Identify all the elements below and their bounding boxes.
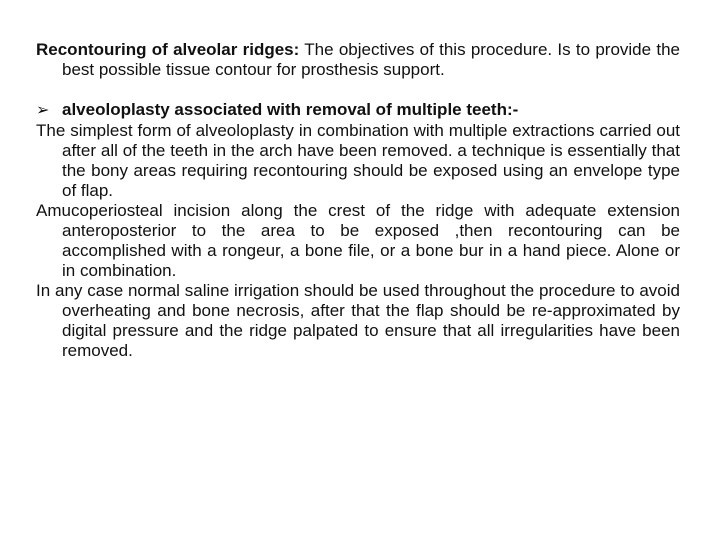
intro-heading: Recontouring of alveolar ridges: (36, 40, 300, 59)
intro-text: The objectives of this procedure. Is to provide the best possible tissue contour for prosthesis support. (62, 40, 680, 79)
bullet-heading (36, 100, 680, 121)
body-paragraph-1: The simplest form of alveoloplasty in combination with multiple extractions carried out after all of the teeth in the arch have been removed. a technique is essentially that the bony areas requiring recontouring should be exposed using an envelope type of flap. (36, 121, 680, 200)
slide-content (36, 40, 680, 361)
intro-paragraph (36, 40, 680, 80)
body-paragraph-3: In any case normal saline irrigation should be used throughout the procedure to avoid overheating and bone necrosis, after that the flap should be re-approximated by digital pressure and the ridge palpated to ensure that all irregularities have been removed. (36, 281, 680, 360)
body-paragraph-2: Amucoperiosteal incision along the crest of the ridge with adequate extension anteroposterior to the area to be exposed ,then recontouring can be accomplished with a rongeur, a bone file, or a bone bur in a hand piece. Alone or in combination. (36, 201, 680, 280)
bullet-heading-text: alveoloplasty associated with removal of multiple teeth:- (62, 100, 519, 119)
arrow-bullet-icon: ➢ (36, 102, 50, 119)
